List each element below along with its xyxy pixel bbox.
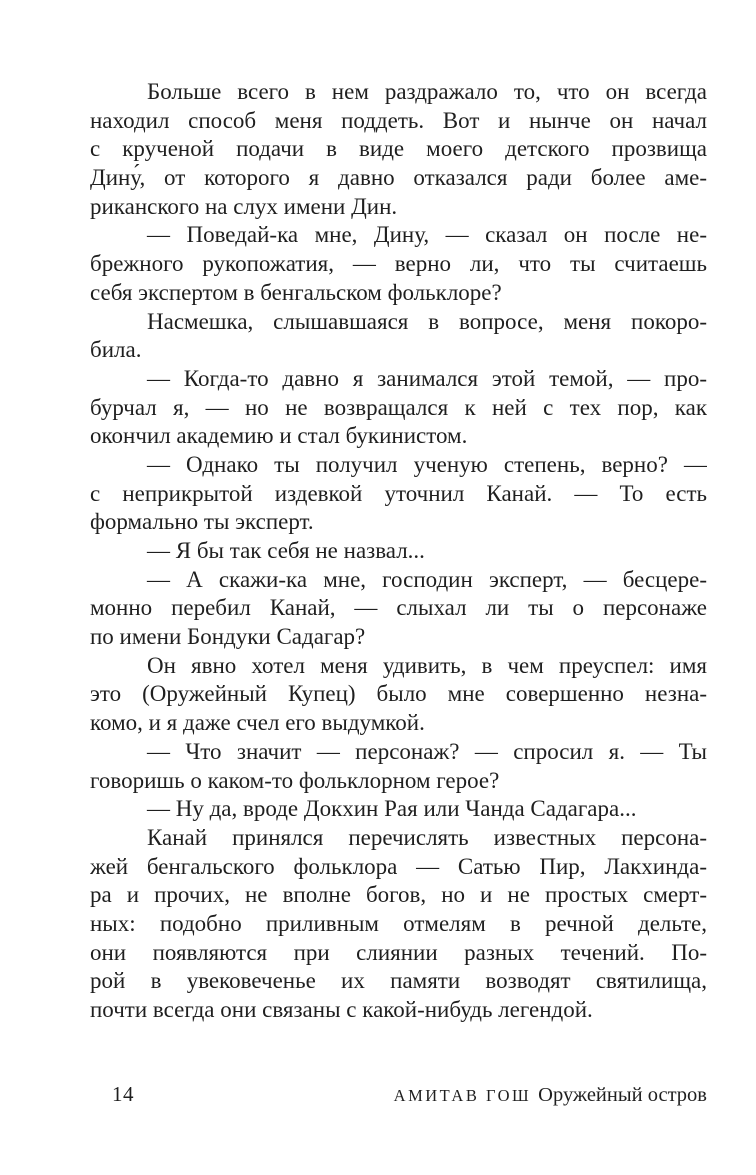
text-line: это (Оружейный Купец) было мне совершенно незна- [90, 681, 707, 707]
text-line: говоришь о каком-то фольклорном герое? [90, 767, 500, 793]
running-title-book: Оружейный остров [538, 1084, 707, 1106]
text-line: — Когда-то давно я занимался этой темой, — про- [147, 365, 707, 391]
running-title [394, 1084, 707, 1107]
text-line: — Ну да, вроде Докхин Рая или Чанда Садагара... [147, 796, 637, 822]
text-line: с неприкрытой издевкой уточнил Канай. — То есть [90, 480, 707, 506]
text-line: почти всегда они связаны с какой-нибудь легендой. [90, 997, 593, 1022]
text-line: Дину́, от которого я давно отказался ради более аме- [90, 165, 707, 191]
text-line: с крученой подачи в виде моего детского прозвища [90, 136, 707, 162]
text-line: они появляются при слиянии разных течений. По- [90, 939, 707, 965]
page-number: 14 [112, 1082, 134, 1106]
text-line: по имени Бондуки Садагар? [90, 624, 366, 650]
text-line: находил способ меня поддеть. Вот и нынче он начал [90, 107, 707, 133]
running-title-author: АМИТАВ ГОШ [393, 1086, 532, 1105]
text-line: Он явно хотел меня удивить, в чем преуспел: имя [147, 652, 707, 678]
text-line: Насмешка, слышавшаяся в вопросе, меня покоро- [147, 308, 707, 334]
text-line: ных: подобно приливным отмелям в речной дельте, [90, 910, 707, 936]
text-line: брежного рукопожатия, — верно ли, что ты считаешь [90, 251, 707, 277]
text-line: ра и прочих, не вполне богов, но и не простых смерт- [90, 882, 707, 908]
text-line: жей бенгальского фольклора — Сатью Пир, Лакхинда- [90, 853, 707, 879]
text-line: Больше всего в нем раздражало то, что он всегда [147, 79, 707, 104]
text-line: бурчал я, — но не возвращался к ней с тех пор, как [90, 394, 707, 420]
text-line: — Я бы так себя не назвал... [147, 538, 425, 563]
text-line: била. [90, 337, 142, 363]
text-line: — А скажи-ка мне, господин эксперт, — бесцере- [147, 566, 707, 592]
text-line: себя экспертом в бенгальском фольклоре? [90, 279, 502, 305]
text-line: монно перебил Канай, — слыхал ли ты о персонаже [90, 595, 707, 621]
text-line: — Однако ты получил ученую степень, верно? — [147, 451, 707, 477]
text-line: окончил академию и стал букинистом. [90, 423, 468, 449]
text-line: риканского на слух имени Дин. [90, 193, 398, 219]
text-line: Канай принялся перечислять известных персона- [147, 824, 707, 850]
page-footer [90, 1082, 707, 1107]
text-line: комо, и я даже счел его выдумкой. [90, 710, 425, 736]
text-line: — Что значит — персонаж? — спросил я. — Ты [147, 738, 707, 764]
page-text [90, 78, 707, 1025]
text-line: — Поведай-ка мне, Дину, — сказал он после не- [147, 222, 707, 248]
text-line: рой в увековеченье их памяти возводят святилища, [90, 968, 707, 994]
text-line: формально ты эксперт. [90, 509, 314, 535]
